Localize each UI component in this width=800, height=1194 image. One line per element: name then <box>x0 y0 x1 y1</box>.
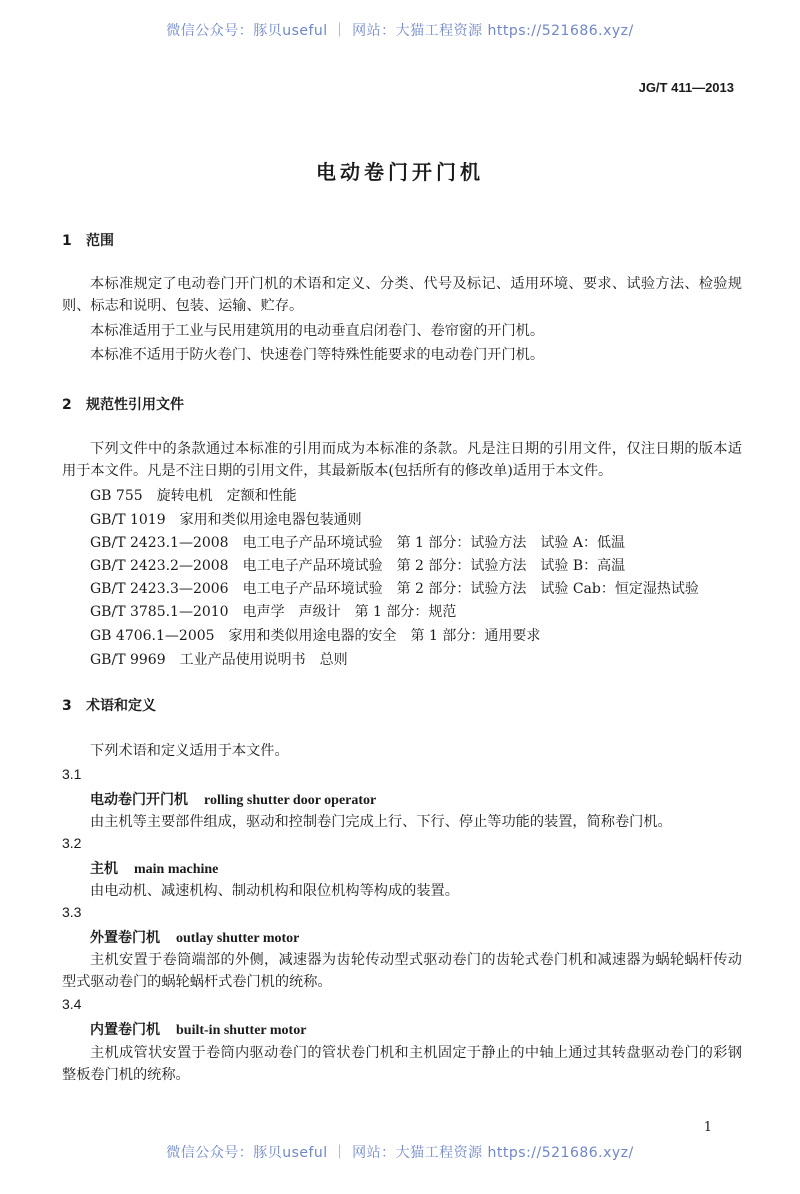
term-definition: 主机成管状安置于卷筒内驱动卷门的管状卷门机和主机固定于静止的中轴上通过其转盘驱动卷门的彩钢整板卷门机的统称。 <box>62 1045 742 1083</box>
section-title: 术语和定义 <box>86 698 156 714</box>
term-definition: 由主机等主要部件组成，驱动和控制卷门完成上行、下行、停止等功能的装置，简称卷门机。 <box>90 814 672 830</box>
term-definition: 由电动机、减速机构、制动机构和限位机构等构成的装置。 <box>90 883 459 899</box>
section-number: 1 <box>62 233 72 249</box>
reference-item: GB/T 2423.1—2008 电工电子产品环境试验 第 1 部分：试验方法 试验 A：低温 <box>90 535 625 551</box>
clause-number: 3.3 <box>62 904 82 920</box>
clause-number: 3.1 <box>62 766 82 782</box>
term-zh: 内置卷门机 <box>90 1022 160 1038</box>
section-3-intro: 下列术语和定义适用于本文件。 <box>90 743 289 759</box>
section-1-paragraph: 本标准不适用于防火卷门、快速卷门等特殊性能要求的电动卷门开门机。 <box>90 347 545 363</box>
section-1-heading <box>62 230 114 250</box>
section-3-heading <box>62 695 156 715</box>
term-definition: 主机安置于卷筒端部的外侧，减速器为齿轮传动型式驱动卷门的齿轮式卷门机和减速器为蜗轮蜗杆传动型式驱动卷门的蜗轮蜗杆式卷门机的统称。 <box>62 952 742 990</box>
term-zh: 主机 <box>90 861 118 877</box>
term-en: built-in shutter motor <box>176 1023 307 1038</box>
reference-item: GB/T 1019 家用和类似用途电器包装通则 <box>90 512 362 528</box>
section-title: 范围 <box>86 233 114 249</box>
term-heading <box>90 858 218 878</box>
section-1-paragraph: 本标准规定了电动卷门开门机的术语和定义、分类、代号及标记、适用环境、要求、试验方法、检验规则、标志和说明、包装、运输、贮存。 <box>62 276 742 314</box>
term-en: outlay shutter motor <box>176 931 300 946</box>
reference-item: GB/T 9969 工业产品使用说明书 总则 <box>90 652 348 668</box>
section-1-paragraph: 本标准适用于工业与民用建筑用的电动垂直启闭卷门、卷帘窗的开门机。 <box>90 323 545 339</box>
term-en: rolling shutter door operator <box>204 793 377 808</box>
clause-number: 3.2 <box>62 835 82 851</box>
term-zh: 电动卷门开门机 <box>90 792 188 808</box>
term-en: main machine <box>134 862 219 877</box>
document-title: 电动卷门开门机 <box>316 160 484 184</box>
reference-item: GB/T 3785.1—2010 电声学 声级计 第 1 部分：规范 <box>90 604 457 620</box>
watermark-bottom: 微信公众号：豚贝useful ｜ 网站：大猫工程资源 https://521686.xyz/ <box>166 1145 634 1161</box>
section-title: 规范性引用文件 <box>86 397 184 413</box>
term-heading <box>90 789 376 809</box>
section-number: 3 <box>62 698 72 714</box>
reference-item: GB 755 旋转电机 定额和性能 <box>90 488 297 504</box>
term-heading <box>90 1019 306 1039</box>
term-heading <box>90 927 299 947</box>
clause-number: 3.4 <box>62 996 82 1012</box>
reference-item: GB/T 2423.2—2008 电工电子产品环境试验 第 2 部分：试验方法 试验 B：高温 <box>90 558 626 574</box>
reference-item: GB 4706.1—2005 家用和类似用途电器的安全 第 1 部分：通用要求 <box>90 628 541 644</box>
term-zh: 外置卷门机 <box>90 930 160 946</box>
page-number: 1 <box>703 1120 712 1135</box>
section-number: 2 <box>62 397 72 413</box>
standard-number: JG/T 411—2013 <box>638 80 734 95</box>
reference-item: GB/T 2423.3—2006 电工电子产品环境试验 第 2 部分：试验方法 试验 Cab：恒定湿热试验 <box>90 581 699 597</box>
watermark-top: 微信公众号：豚贝useful ｜ 网站：大猫工程资源 https://521686.xyz/ <box>166 23 634 39</box>
section-2-intro: 下列文件中的条款通过本标准的引用而成为本标准的条款。凡是注日期的引用文件，仅注日期的版本适用于本文件。凡是不注日期的引用文件，其最新版本(包括所有的修改单)适用于本文件。 <box>62 441 742 479</box>
section-2-heading <box>62 394 184 414</box>
